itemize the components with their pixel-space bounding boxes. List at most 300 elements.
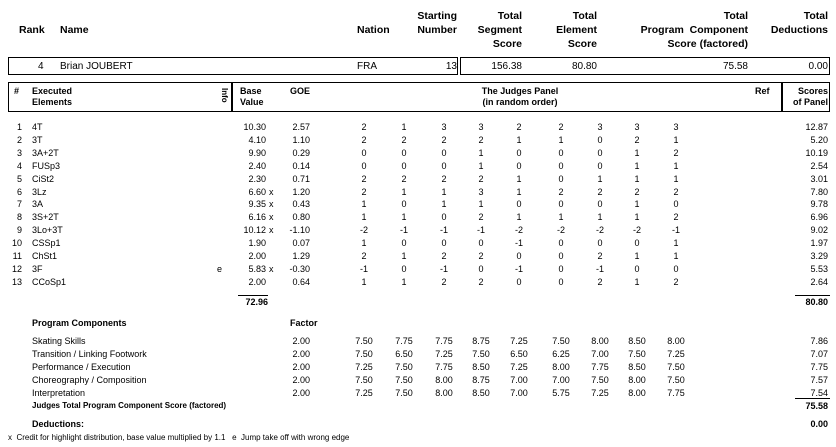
judge-score: 0 — [673, 199, 679, 210]
component-score: 7.54 — [810, 388, 828, 399]
element-row — [0, 237, 836, 249]
element-bonus-mark: x — [269, 186, 274, 197]
element-code: 3Lz — [32, 186, 47, 197]
judge-score: -1 — [476, 225, 485, 236]
panel-label-line1: The Judges Panel — [481, 86, 559, 96]
judge-score: -2 — [632, 225, 641, 236]
element-goe: 0.14 — [292, 160, 310, 171]
element-goe: 0.64 — [292, 276, 310, 287]
element-row — [0, 173, 836, 185]
component-judge-score: 8.00 — [628, 375, 646, 386]
factor-header: Factor — [290, 318, 318, 328]
skater-name: Brian JOUBERT — [60, 61, 133, 72]
element-code: ChSt1 — [32, 251, 58, 261]
judge-score: 2 — [673, 186, 679, 197]
judge-score: 2 — [361, 134, 367, 145]
scores-of-panel-header — [782, 86, 828, 108]
base-value-header — [240, 86, 264, 108]
judge-score: 3 — [478, 122, 484, 132]
judge-score: 1 — [634, 199, 640, 210]
judge-score: 2 — [673, 276, 679, 287]
ref-header: Ref — [755, 86, 770, 96]
judge-score: 1 — [401, 186, 407, 197]
judge-score: 1 — [634, 160, 640, 171]
element-code: 3A+2T — [32, 147, 59, 158]
judge-score: 0 — [597, 134, 603, 145]
element-code: 3S+2T — [32, 212, 59, 223]
element-bonus-mark: x — [269, 263, 274, 274]
judge-score: 0 — [558, 238, 564, 249]
starting-number-header — [395, 9, 457, 37]
judge-score: 1 — [478, 147, 484, 158]
element-bonus-mark: x — [269, 225, 274, 236]
judge-score: 1 — [634, 276, 640, 287]
judge-score: 0 — [558, 160, 564, 171]
base-label-line2: Value — [240, 97, 264, 107]
judge-score: 2 — [478, 173, 484, 184]
element-panel-score: 9.78 — [810, 199, 828, 210]
element-number: 6 — [16, 186, 22, 197]
judge-score: 1 — [361, 276, 367, 287]
judge-score: 1 — [441, 199, 447, 210]
element-row — [0, 250, 836, 262]
judge-score: 1 — [634, 147, 640, 158]
component-judge-score: 7.25 — [355, 362, 373, 373]
ded-label-line2: Deductions — [770, 24, 828, 36]
judge-score: 3 — [478, 186, 484, 197]
component-judge-score: 7.50 — [395, 375, 413, 386]
footnote: x Credit for highlight distribution, base value multiplied by 1.1 e Jump take off with wrong edge — [8, 433, 350, 442]
base-total-line — [238, 295, 268, 296]
num-header: # — [14, 86, 20, 96]
tes-label-line2: Element — [556, 24, 597, 36]
element-row — [0, 121, 836, 133]
element-row — [0, 160, 836, 172]
element-panel-score: 2.64 — [810, 276, 828, 287]
component-name: Skating Skills — [32, 336, 86, 346]
tes-header — [535, 9, 597, 51]
judge-score: 0 — [441, 160, 447, 171]
element-code: 3T — [32, 134, 43, 145]
ded-label-line1: Total — [803, 10, 828, 22]
judge-score: 3 — [673, 122, 679, 132]
element-code: CSSp1 — [32, 238, 61, 249]
judge-score: 2 — [673, 212, 679, 223]
component-row — [0, 361, 836, 373]
component-judge-score: 7.25 — [667, 349, 685, 360]
judge-score: -1 — [514, 238, 523, 249]
judge-score: 1 — [441, 186, 447, 197]
skater-pcs: 75.58 — [722, 61, 748, 72]
judge-score: 1 — [634, 173, 640, 184]
judge-score: 1 — [516, 186, 522, 197]
judge-score: 0 — [558, 173, 564, 184]
judge-score: 1 — [361, 238, 367, 249]
judge-score: 2 — [558, 122, 564, 132]
judges-panel-header — [450, 86, 590, 108]
element-base-value: 2.30 — [248, 173, 266, 184]
component-name: Interpretation — [32, 388, 86, 399]
judge-score: 1 — [401, 251, 407, 261]
element-number: 3 — [16, 147, 22, 158]
component-factor: 2.00 — [292, 349, 310, 360]
judge-score: 2 — [478, 251, 484, 261]
judge-score: 1 — [673, 238, 679, 249]
element-goe: 0.29 — [292, 147, 310, 158]
component-judge-score: 8.00 — [552, 362, 570, 373]
judge-score: -2 — [359, 225, 368, 236]
component-judge-score: 8.50 — [628, 362, 646, 373]
panel-label-line2: (in random order) — [482, 97, 558, 107]
program-components-title: Program Components — [32, 318, 127, 328]
judge-score: 2 — [597, 276, 603, 287]
pcs-label-line3: Score (factored) — [667, 38, 748, 50]
judge-score: 1 — [673, 251, 679, 261]
element-base-value: 9.35 — [248, 199, 266, 210]
element-number: 9 — [16, 225, 22, 236]
judge-score: -2 — [514, 225, 523, 236]
judge-score: 1 — [673, 173, 679, 184]
component-score: 7.75 — [810, 362, 828, 373]
judge-score: 0 — [441, 212, 447, 223]
element-row — [0, 186, 836, 198]
tss-label-line3: Score — [492, 38, 522, 50]
skater-rank: 4 — [38, 61, 44, 72]
element-base-value: 2.00 — [248, 251, 266, 261]
judge-score: 1 — [558, 134, 564, 145]
executed-elements-header — [32, 86, 72, 108]
element-panel-score: 12.87 — [805, 122, 828, 132]
judge-score: 3 — [597, 122, 603, 132]
element-row — [0, 263, 836, 275]
component-judge-score: 8.00 — [667, 336, 685, 346]
starting-label-line1: Starting — [417, 10, 457, 22]
rank-header: Rank — [19, 24, 45, 36]
judge-score: 1 — [516, 212, 522, 223]
element-info: e — [217, 263, 223, 274]
judge-score: 2 — [597, 186, 603, 197]
goe-header: GOE — [290, 86, 311, 96]
element-goe: -0.30 — [289, 263, 310, 274]
element-number: 5 — [16, 173, 22, 184]
executed-label-line2: Elements — [32, 97, 73, 107]
component-judge-score: 7.50 — [355, 349, 373, 360]
judge-score: 0 — [558, 276, 564, 287]
element-row — [0, 224, 836, 236]
judge-score: -2 — [556, 225, 565, 236]
tss-label-line1: Total — [497, 10, 522, 22]
judge-score: 0 — [478, 263, 484, 274]
judge-score: 0 — [516, 160, 522, 171]
judge-score: 0 — [597, 238, 603, 249]
pcs-total-label: Judges Total Program Component Score (factored) — [32, 401, 227, 410]
component-judge-score: 7.75 — [435, 336, 453, 346]
component-score: 7.57 — [810, 375, 828, 386]
component-judge-score: 7.50 — [552, 336, 570, 346]
element-goe: 0.80 — [292, 212, 310, 223]
judge-score: 1 — [634, 212, 640, 223]
judge-score: 1 — [401, 276, 407, 287]
judge-score: 2 — [441, 251, 447, 261]
component-judge-score: 8.50 — [628, 336, 646, 346]
pcs-total-line — [795, 398, 830, 399]
element-code: 4T — [32, 122, 43, 132]
element-row — [0, 147, 836, 159]
element-number: 13 — [11, 276, 22, 287]
judge-score: 1 — [478, 160, 484, 171]
judge-score: 1 — [673, 160, 679, 171]
judge-score: 1 — [478, 199, 484, 210]
judge-score: 2 — [634, 134, 640, 145]
judge-score: 2 — [401, 134, 407, 145]
element-base-value: 4.10 — [248, 134, 266, 145]
component-judge-score: 7.50 — [591, 375, 609, 386]
judge-score: 1 — [516, 134, 522, 145]
component-factor: 2.00 — [292, 375, 310, 386]
judge-score: 0 — [401, 147, 407, 158]
element-code: FUSp3 — [32, 160, 61, 171]
element-number: 4 — [16, 160, 22, 171]
component-judge-score: 8.00 — [628, 388, 646, 399]
judge-score: -1 — [671, 225, 680, 236]
element-bonus-mark: x — [269, 199, 274, 210]
judge-score: 2 — [558, 186, 564, 197]
judge-score: 0 — [516, 199, 522, 210]
component-judge-score: 7.50 — [355, 336, 373, 346]
deductions-header — [760, 9, 828, 37]
component-judge-score: 7.25 — [435, 349, 453, 360]
skater-tss: 156.38 — [491, 61, 522, 72]
judge-score: -1 — [439, 225, 448, 236]
component-judge-score: 7.50 — [355, 375, 373, 386]
skater-nation: FRA — [357, 61, 377, 72]
element-goe: 0.43 — [292, 199, 310, 210]
element-panel-score: 1.97 — [810, 238, 828, 249]
tes-total-line — [795, 295, 830, 296]
judge-score: 0 — [401, 238, 407, 249]
component-judge-score: 7.25 — [355, 388, 373, 399]
name-header: Name — [60, 24, 89, 36]
element-goe: 2.57 — [292, 122, 310, 132]
judge-score: 0 — [558, 263, 564, 274]
base-value-total: 72.96 — [245, 297, 268, 307]
pcs-header — [620, 9, 748, 51]
component-judge-score: 8.50 — [472, 362, 490, 373]
judge-score: 1 — [401, 212, 407, 223]
pcs-label-line1: Total — [723, 10, 748, 22]
nation-header: Nation — [357, 24, 390, 36]
component-factor: 2.00 — [292, 362, 310, 373]
scores-label-line2: of Panel — [792, 97, 828, 107]
component-name: Performance / Execution — [32, 362, 131, 373]
judge-score: 0 — [478, 238, 484, 249]
judge-score: 0 — [558, 251, 564, 261]
judge-score: 0 — [401, 199, 407, 210]
element-code: 3Lo+3T — [32, 225, 63, 236]
element-number: 1 — [16, 122, 22, 132]
element-panel-score: 5.20 — [810, 134, 828, 145]
element-goe: -1.10 — [289, 225, 310, 236]
judge-score: 2 — [441, 173, 447, 184]
component-judge-score: 8.00 — [435, 375, 453, 386]
judge-score: 3 — [441, 122, 447, 132]
element-goe: 1.29 — [292, 251, 310, 261]
judge-score: 0 — [634, 238, 640, 249]
component-row — [0, 348, 836, 360]
judge-score: -1 — [595, 263, 604, 274]
judge-score: 2 — [441, 276, 447, 287]
component-judge-score: 6.50 — [395, 349, 413, 360]
judge-score: 0 — [361, 147, 367, 158]
judge-score: 2 — [478, 134, 484, 145]
element-bonus-mark: x — [269, 212, 274, 223]
component-row — [0, 335, 836, 347]
element-goe: 0.07 — [292, 238, 310, 249]
component-score: 7.86 — [810, 336, 828, 346]
component-judge-score: 7.75 — [667, 388, 685, 399]
judge-score: 0 — [401, 160, 407, 171]
judge-score: 2 — [361, 186, 367, 197]
judge-score: 0 — [516, 147, 522, 158]
component-factor: 2.00 — [292, 336, 310, 346]
judge-score: 1 — [361, 212, 367, 223]
element-base-value: 10.12 — [243, 225, 266, 236]
judge-score: 1 — [361, 199, 367, 210]
starting-label-line2: Number — [417, 24, 457, 36]
element-base-value: 6.16 — [248, 212, 266, 223]
element-goe: 1.20 — [292, 186, 310, 197]
judge-score: 2 — [361, 122, 367, 132]
element-row — [0, 276, 836, 288]
component-judge-score: 8.00 — [435, 388, 453, 399]
element-panel-score: 5.53 — [810, 263, 828, 274]
judge-score: 2 — [401, 173, 407, 184]
component-judge-score: 7.00 — [552, 375, 570, 386]
component-row — [0, 374, 836, 386]
tss-label-line2: Segment — [477, 24, 522, 36]
component-judge-score: 8.50 — [472, 388, 490, 399]
judge-score: -1 — [514, 263, 523, 274]
skater-starting-number: 13 — [445, 61, 457, 72]
tes-label-line3: Score — [567, 38, 597, 50]
judge-score: -2 — [595, 225, 604, 236]
pcs-total-value: 75.58 — [805, 401, 828, 411]
skater-deductions: 0.00 — [808, 61, 828, 72]
skater-tes: 80.80 — [571, 61, 597, 72]
judge-score: 1 — [634, 251, 640, 261]
judge-score: 2 — [478, 212, 484, 223]
judge-score: 1 — [597, 173, 603, 184]
judge-score: 0 — [597, 199, 603, 210]
element-panel-score: 10.19 — [805, 147, 828, 158]
element-code: CCoSp1 — [32, 276, 67, 287]
component-judge-score: 7.50 — [395, 388, 413, 399]
element-code: 3A — [32, 199, 44, 210]
element-number: 8 — [16, 212, 22, 223]
judge-score: 0 — [441, 147, 447, 158]
judge-score: 2 — [516, 122, 522, 132]
component-judge-score: 6.50 — [510, 349, 528, 360]
component-judge-score: 6.25 — [552, 349, 570, 360]
element-base-value: 2.40 — [248, 160, 266, 171]
component-judge-score: 7.25 — [510, 362, 528, 373]
element-number: 2 — [16, 134, 22, 145]
element-panel-score: 3.01 — [810, 173, 828, 184]
base-label-line1: Base — [240, 86, 262, 96]
component-judge-score: 7.50 — [667, 362, 685, 373]
info-header: Info — [220, 88, 229, 103]
element-number: 7 — [16, 199, 22, 210]
component-name: Choreography / Composition — [32, 375, 147, 386]
component-judge-score: 7.50 — [667, 375, 685, 386]
judge-score: 0 — [441, 238, 447, 249]
judge-score: 0 — [634, 263, 640, 274]
component-judge-score: 7.25 — [591, 388, 609, 399]
element-panel-score: 6.96 — [810, 212, 828, 223]
element-base-value: 5.83 — [248, 263, 266, 274]
component-score: 7.07 — [810, 349, 828, 360]
judge-score: 0 — [558, 147, 564, 158]
judge-score: 2 — [634, 186, 640, 197]
deductions-value: 0.00 — [810, 419, 828, 429]
judge-score: 0 — [361, 160, 367, 171]
deductions-label: Deductions: — [32, 419, 85, 429]
judge-score: 1 — [558, 212, 564, 223]
element-panel-score: 3.29 — [810, 251, 828, 261]
judge-score: 0 — [673, 263, 679, 274]
component-judge-score: 7.50 — [395, 362, 413, 373]
judge-score: 3 — [634, 122, 640, 132]
element-row — [0, 198, 836, 210]
judge-score: 1 — [673, 134, 679, 145]
component-judge-score: 8.75 — [472, 336, 490, 346]
judge-score: 1 — [401, 122, 407, 132]
component-row — [0, 387, 836, 399]
component-judge-score: 5.75 — [552, 388, 570, 399]
component-factor: 2.00 — [292, 388, 310, 399]
judge-score: 2 — [361, 173, 367, 184]
component-judge-score: 7.75 — [435, 362, 453, 373]
judge-score: 0 — [558, 199, 564, 210]
component-judge-score: 8.75 — [472, 375, 490, 386]
judge-score: 0 — [516, 276, 522, 287]
judge-score: 2 — [478, 276, 484, 287]
element-goe: 1.10 — [292, 134, 310, 145]
component-judge-score: 7.00 — [591, 349, 609, 360]
component-judge-score: 7.50 — [628, 349, 646, 360]
element-row — [0, 134, 836, 146]
judge-score: -1 — [359, 263, 368, 274]
judge-score: -1 — [399, 225, 408, 236]
element-number: 12 — [11, 263, 22, 274]
element-base-value: 9.90 — [248, 147, 266, 158]
element-panel-score: 7.80 — [810, 186, 828, 197]
component-judge-score: 8.00 — [591, 336, 609, 346]
judge-score: 0 — [516, 251, 522, 261]
judge-score: 0 — [401, 263, 407, 274]
tss-header — [460, 9, 522, 51]
component-name: Transition / Linking Footwork — [32, 349, 147, 360]
tes-label-line1: Total — [572, 10, 597, 22]
element-base-value: 6.60 — [248, 186, 266, 197]
component-judge-score: 7.25 — [510, 336, 528, 346]
element-base-value: 10.30 — [243, 122, 266, 132]
component-judge-score: 7.00 — [510, 388, 528, 399]
element-code: 3F — [32, 263, 43, 274]
component-judge-score: 7.75 — [591, 362, 609, 373]
judge-score: 2 — [361, 251, 367, 261]
judge-score: 1 — [516, 173, 522, 184]
